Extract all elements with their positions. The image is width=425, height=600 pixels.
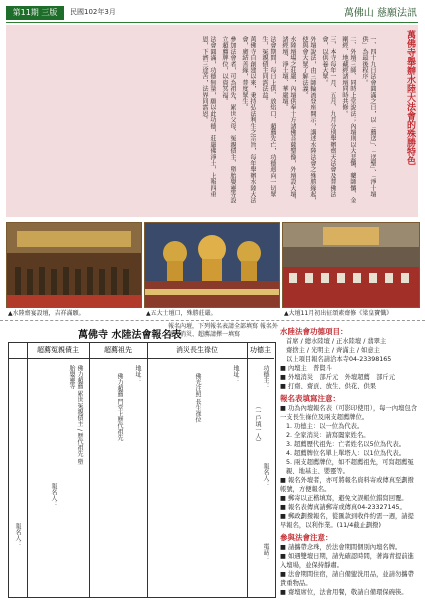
header-ancestors: 超薦祖先 bbox=[89, 343, 148, 359]
form-note-item: 1. 功德主：以一位為代表。 bbox=[286, 423, 364, 430]
attendance-item: ■ 齋壇席位，法會用餐，敬請自備環保碗筷。 bbox=[280, 589, 408, 596]
article-column: 外壇說法，由三師輪流登座開示，講述水陸法會之殊勝緣起，使與會大眾了解法義。 bbox=[301, 36, 316, 204]
header-sponsor: 功德主 bbox=[247, 343, 274, 359]
attendance-item: ■ 請攜帶念珠，於法會期間個別內壇名牌。 bbox=[280, 544, 402, 551]
registration-form bbox=[8, 342, 276, 598]
sponsor-field[interactable]: 功德主： bbox=[262, 365, 269, 389]
karmic-applicant-field[interactable]: 報名人： bbox=[50, 483, 57, 507]
applicant-label: 報名人： bbox=[14, 523, 21, 547]
merit-item: 首席 / 總水陸壇 / 正水陸壇 / 翡翠主 bbox=[286, 338, 387, 345]
photo-buddha-altar bbox=[144, 222, 280, 308]
form-note-item: ■ 報名外壇者，亦可將報名資料寄或傳真至劃撥帳號，方便報名。 bbox=[280, 477, 414, 493]
form-note-item: 2. 全家消災：請寫闔家姓名。 bbox=[286, 432, 370, 439]
article-column: 三、本寺每年一月、五月、九月分別舉辦齋天法會及普佛法會，以供養大眾。 bbox=[321, 36, 336, 198]
attendance-title: 參與法會注意： bbox=[280, 533, 333, 542]
merit-items-title: 水陸法會功德項目： bbox=[280, 327, 348, 336]
sponsor-applicant-field[interactable]: 報名人： bbox=[262, 463, 269, 487]
article-column: 水陸壇場之莊嚴，內壇供奉十方諸佛菩薩聖像，外壇設大壇、諸經壇、淨土壇、華嚴壇。 bbox=[281, 36, 296, 204]
issue-badge: 第11期 三版 bbox=[6, 6, 64, 20]
article-column: 參加法會者，可為祖先、累世父母、冤親債主、墮胎嬰靈等設立超薦牌位，以資冥福。 bbox=[221, 36, 236, 204]
brand-title: 萬佛山 慈願法訊 bbox=[343, 8, 417, 19]
article-column: 法會期間，每日上供、放焰口、超薦先亡，功德迴向一切眾生，冤親債主同霑法益。 bbox=[261, 36, 276, 198]
longevity-text: 佛光注照 長生祿位 bbox=[194, 373, 201, 423]
form-note-item: ■ 報名表傳真請郵寄或傳真04-23327145。 bbox=[280, 504, 406, 511]
article-column: 二、外壇三師、同時上堂說法；內壇則以大悲懺、藥師懺、金剛經、地藏經諸壇同時共修。 bbox=[341, 36, 356, 204]
info-panel bbox=[280, 324, 420, 597]
column-divider bbox=[247, 358, 248, 597]
column-divider bbox=[27, 358, 28, 597]
form-notes-title: 報名表填寫注意： bbox=[280, 394, 340, 403]
photo-ceremony-hall bbox=[6, 222, 142, 308]
phone-field[interactable]: 電話： bbox=[262, 543, 269, 561]
merit-item: 齋捨主 / 光明主 / 齊滿主 / 如意主 bbox=[286, 347, 380, 354]
cut-line bbox=[0, 320, 425, 322]
form-note-item: 3. 超薦歷代祖先：亡者姓名以5位為代表。 bbox=[286, 441, 406, 448]
sponsor-note: （一戶填一人） bbox=[254, 403, 261, 445]
header-rule bbox=[6, 22, 418, 23]
header-longevity: 消災長生祿位 bbox=[147, 343, 248, 359]
article-column: 法會圓滿，功德無量，願以此功德，莊嚴佛淨土，上報四重恩，下濟三途苦，法界同霑恩。 bbox=[201, 36, 216, 198]
photo-caption: ▲大壇11月初出征頌素齋修《梁皇寶懺》 bbox=[284, 310, 393, 317]
article-column: 萬佛寺自創建以來，秉持弘法利生之宗旨，每年舉辦水陸大法會，廣結善緣，普度眾生。 bbox=[241, 36, 256, 204]
ancestor-address-field[interactable]: 地址： bbox=[134, 365, 141, 383]
form-note-item: ■ 功為內壇報名表（可影印使用），每一內壇包含一支長生祿位及兩支超薦牌位。 bbox=[280, 405, 418, 421]
header-karmic-creditors: 超薦冤親債主 bbox=[27, 343, 90, 359]
article-columns bbox=[16, 36, 376, 206]
karmic-text: 佛力超薦 累世冤親債主 / 歷代祖先 墮胎嬰靈等 bbox=[68, 365, 83, 465]
merit-item: 以上項目報名請洽本寺04-23398165 bbox=[286, 356, 392, 363]
issue-date: 民國102年3月 bbox=[70, 8, 116, 16]
photo-assembly-hall bbox=[282, 222, 420, 308]
photo-caption: ▲五大士壇口，殊勝莊嚴。 bbox=[146, 310, 217, 317]
column-divider bbox=[89, 358, 90, 597]
merit-item: ■ 外壇消災 部斤元 外壇超薦 部斤元 bbox=[280, 374, 395, 381]
photo-caption: ▲水陸齋宴設壇，吉祥滿願。 bbox=[8, 310, 85, 317]
merit-item: ■ 打齋、齋貢、放生、供花、供果 bbox=[280, 383, 377, 390]
form-note-item: 4. 超薦牌位名單上單塔人：以1位為代表。 bbox=[286, 450, 406, 457]
form-note: 報名內壇，下列報名表請全部填寫 報名外壇、消災、超薦請擇一填寫 bbox=[168, 323, 278, 338]
column-divider bbox=[147, 358, 148, 597]
form-note-item: ■ 郵寄以正楷填寫，避免文誤帳位錯寫回覆。 bbox=[280, 495, 408, 502]
article-title: 萬佛寺舉辦水陸大法會的殊勝特色 bbox=[405, 30, 415, 165]
longevity-address-field[interactable]: 地址： bbox=[232, 365, 239, 383]
article-column: 一、四十九日法會圓滿之日，以「薦送」、「送聖」、「淨十壇供」為最後程序。 bbox=[361, 36, 376, 198]
merit-item: ■ 內壇主 普賢斗 bbox=[280, 365, 333, 372]
form-note-item: ■ 郵政劃撥報名，從匯款到收件約需一週，請提早報名，以利作業。(11/4截止劃撥) bbox=[280, 513, 414, 529]
header-spacer bbox=[9, 343, 28, 359]
form-title: 萬佛寺 水陸法會報名表 bbox=[78, 330, 182, 341]
form-note-item: 5. 兩支超薦牌位，如不超薦祖先，可寫超薦冤親、地基主、嬰靈等。 bbox=[286, 459, 414, 475]
ancestor-text: 佛力超薦 門堂上歷代祖先 bbox=[116, 373, 123, 441]
attendance-item: ■ 法會期間住宿，請自備盥洗用品，並請勿攜帶貴重物品。 bbox=[280, 571, 414, 587]
attendance-item: ■ 如遇雙壇日期，請先確認時間，著海青提前進入壇場，並保持靜肅。 bbox=[280, 553, 414, 569]
